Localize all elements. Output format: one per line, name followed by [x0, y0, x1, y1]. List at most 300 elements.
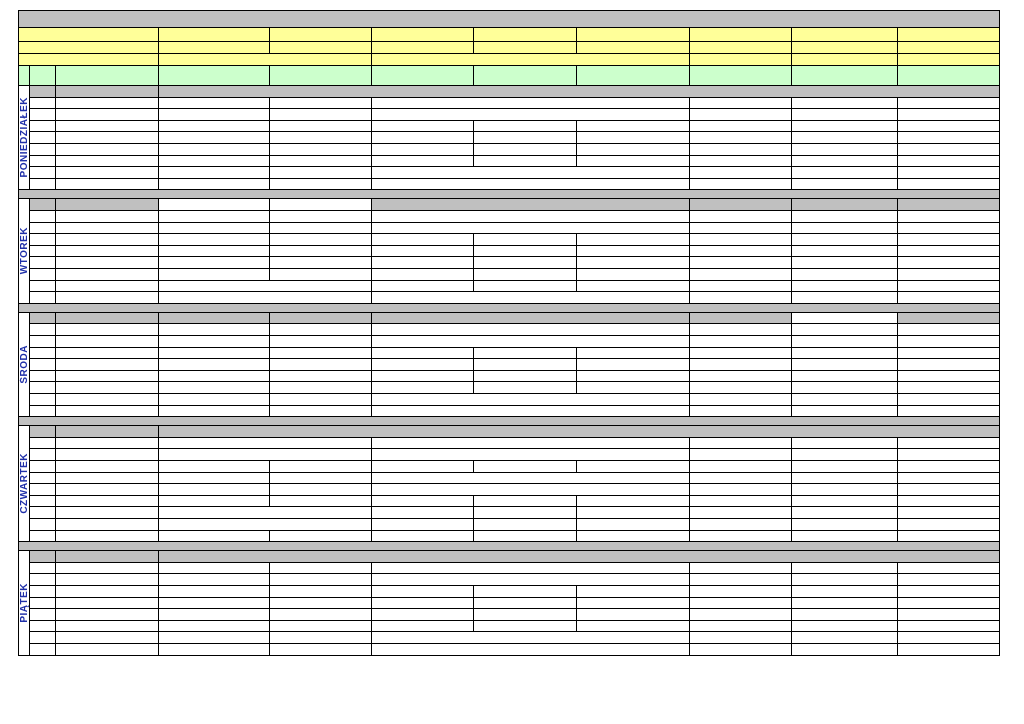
subject-cell [270, 144, 372, 156]
subject-cell [792, 496, 898, 508]
leading-language [898, 42, 1000, 54]
lesson-time [56, 199, 159, 211]
subject-cell [898, 461, 1000, 473]
lesson-time [56, 449, 159, 461]
leading-language [159, 42, 270, 54]
subject-cell [690, 449, 792, 461]
leading-language [474, 42, 577, 54]
lesson-number [30, 199, 56, 211]
subject-cell [159, 632, 270, 644]
subject-cell [474, 269, 577, 281]
subject-cell [577, 371, 690, 383]
subject-cell [577, 586, 690, 598]
subject-cell [792, 156, 898, 168]
subject-cell [159, 496, 270, 508]
subject-cell [159, 507, 372, 519]
subject-cell [159, 382, 270, 394]
subject-cell [690, 348, 792, 360]
subject-cell [372, 109, 690, 121]
lesson-time [56, 246, 159, 258]
subject-cell [577, 269, 690, 281]
subject-cell [270, 324, 372, 336]
subject-cell [792, 609, 898, 621]
subject-cell [792, 132, 898, 144]
subject-cell [270, 269, 372, 281]
class-header [898, 66, 1000, 86]
subject-cell [792, 484, 898, 496]
hours-header [56, 66, 159, 86]
day-label: ŚRODA [18, 345, 30, 384]
subject-cell [792, 563, 898, 575]
subject-cell [690, 644, 792, 656]
subject-cell [474, 382, 577, 394]
subject-cell [577, 281, 690, 293]
subject-cell [270, 179, 372, 191]
subject-cell [159, 199, 270, 211]
subject-cell [898, 98, 1000, 110]
class-header [577, 66, 690, 86]
subject-cell [690, 359, 792, 371]
subject-cell [898, 324, 1000, 336]
subject-cell [159, 359, 270, 371]
subject-cell [474, 609, 577, 621]
subject-cell [898, 531, 1000, 543]
subject-cell [159, 132, 270, 144]
subject-cell [792, 394, 898, 406]
lesson-number [30, 598, 56, 610]
subject-cell [690, 598, 792, 610]
lesson-time [56, 507, 159, 519]
day-name [18, 426, 30, 542]
homeroom-teacher [372, 28, 474, 42]
subject-cell [159, 313, 270, 325]
subject-cell [898, 223, 1000, 235]
subject-cell [474, 348, 577, 360]
subject-cell [792, 313, 898, 325]
homeroom-teacher [792, 28, 898, 42]
lesson-number [30, 473, 56, 485]
lesson-number [30, 406, 56, 418]
homeroom-label [18, 28, 159, 42]
day-name [18, 551, 30, 655]
lesson-number [30, 234, 56, 246]
subject-cell [690, 223, 792, 235]
lesson-number [30, 449, 56, 461]
subject-cell [270, 598, 372, 610]
homeroom-teacher [474, 28, 577, 42]
lesson-time [56, 484, 159, 496]
subject-cell [898, 109, 1000, 121]
lesson-time [56, 406, 159, 418]
subject-cell [898, 234, 1000, 246]
subject-cell [372, 563, 690, 575]
subject-cell [577, 496, 690, 508]
subject-cell [577, 507, 690, 519]
lesson-time [56, 313, 159, 325]
subject-cell [270, 121, 372, 133]
subject-cell [372, 234, 474, 246]
subject-cell [372, 519, 474, 531]
subject-cell [690, 406, 792, 418]
subject-cell [898, 438, 1000, 450]
subject-cell [474, 531, 577, 543]
second-language [898, 54, 1000, 66]
subject-cell [474, 461, 577, 473]
lesson-time [56, 382, 159, 394]
lesson-time [56, 292, 159, 304]
subject-cell [898, 336, 1000, 348]
subject-cell [898, 121, 1000, 133]
subject-cell [792, 144, 898, 156]
day-label: PIĄTEK [18, 583, 30, 623]
subject-cell [792, 644, 898, 656]
subject-cell [690, 632, 792, 644]
subject-cell [372, 586, 474, 598]
homeroom-teacher [577, 28, 690, 42]
subject-cell [690, 179, 792, 191]
subject-cell [898, 292, 1000, 304]
second-language [690, 54, 792, 66]
class-header [474, 66, 577, 86]
lesson-number [30, 507, 56, 519]
subject-cell [474, 144, 577, 156]
subject-cell [690, 121, 792, 133]
subject-cell [577, 156, 690, 168]
lesson-time [56, 644, 159, 656]
subject-cell [792, 598, 898, 610]
subject-cell [159, 336, 270, 348]
leading-language [372, 42, 474, 54]
subject-cell [792, 98, 898, 110]
subject-cell [792, 223, 898, 235]
subject-cell [372, 223, 690, 235]
second-language [792, 54, 898, 66]
subject-cell [159, 211, 270, 223]
subject-cell [898, 359, 1000, 371]
lesson-time [56, 156, 159, 168]
subject-cell [159, 449, 372, 461]
subject-cell [159, 644, 270, 656]
subject-cell [372, 496, 474, 508]
subject-cell [372, 438, 690, 450]
subject-cell [159, 598, 270, 610]
subject-cell [898, 167, 1000, 179]
subject-cell [159, 269, 270, 281]
lesson-number [30, 371, 56, 383]
subject-cell [898, 211, 1000, 223]
subject-cell [792, 269, 898, 281]
subject-cell [372, 156, 474, 168]
lesson-number [30, 292, 56, 304]
subject-cell [690, 257, 792, 269]
subject-cell [372, 621, 474, 633]
subject-cell [159, 609, 270, 621]
subject-cell [690, 531, 792, 543]
subject-cell [690, 496, 792, 508]
class-header [690, 66, 792, 86]
subject-cell [792, 574, 898, 586]
subject-cell [792, 586, 898, 598]
subject-cell [270, 313, 372, 325]
subject-cell [690, 394, 792, 406]
subject-cell [474, 519, 577, 531]
subject-cell [898, 199, 1000, 211]
homeroom-teacher [270, 28, 372, 42]
lesson-number [30, 121, 56, 133]
subject-cell [690, 109, 792, 121]
subject-cell [898, 507, 1000, 519]
lesson-time [56, 324, 159, 336]
subject-cell [792, 246, 898, 258]
subject-cell [690, 269, 792, 281]
empty-row [159, 426, 1000, 438]
subject-cell [372, 609, 474, 621]
subject-cell [690, 292, 792, 304]
lesson-number [30, 257, 56, 269]
day-name [18, 86, 30, 190]
lesson-number [30, 609, 56, 621]
subject-cell [792, 292, 898, 304]
lesson-number [30, 461, 56, 473]
subject-cell [372, 324, 690, 336]
subject-cell [159, 461, 270, 473]
subject-cell [372, 281, 474, 293]
subject-cell [372, 449, 690, 461]
lesson-number [30, 382, 56, 394]
subject-cell [792, 324, 898, 336]
subject-cell [792, 257, 898, 269]
subject-cell [898, 473, 1000, 485]
subject-cell [690, 246, 792, 258]
subject-cell [792, 179, 898, 191]
lesson-time [56, 461, 159, 473]
subject-cell [792, 382, 898, 394]
subject-cell [690, 473, 792, 485]
day-label: PONIEDZIAŁEK [18, 97, 30, 178]
lesson-number [30, 179, 56, 191]
lesson-number [30, 348, 56, 360]
subject-cell [690, 281, 792, 293]
class-header [792, 66, 898, 86]
subject-cell [474, 156, 577, 168]
subject-cell [898, 269, 1000, 281]
subject-cell [159, 621, 270, 633]
subject-cell [159, 167, 270, 179]
subject-cell [577, 359, 690, 371]
subject-cell [372, 179, 690, 191]
subject-cell [372, 257, 474, 269]
subject-cell [270, 496, 372, 508]
subject-cell [690, 234, 792, 246]
subject-cell [474, 234, 577, 246]
subject-cell [898, 609, 1000, 621]
subject-cell [577, 382, 690, 394]
day-label: WTOREK [18, 227, 30, 275]
lesson-number [30, 484, 56, 496]
subject-cell [898, 348, 1000, 360]
subject-cell [372, 359, 474, 371]
subject-cell [474, 371, 577, 383]
subject-cell [690, 199, 792, 211]
subject-cell [792, 281, 898, 293]
subject-cell [270, 98, 372, 110]
lesson-time [56, 144, 159, 156]
subject-cell [690, 574, 792, 586]
subject-cell [898, 246, 1000, 258]
leading-language [792, 42, 898, 54]
subject-cell [159, 257, 270, 269]
lesson-time [56, 167, 159, 179]
subject-cell [792, 473, 898, 485]
lesson-time [56, 609, 159, 621]
subject-cell [898, 563, 1000, 575]
second-language-label [18, 54, 159, 66]
subject-cell [159, 292, 372, 304]
subject-cell [898, 179, 1000, 191]
subject-cell [690, 313, 792, 325]
lesson-number [30, 394, 56, 406]
lesson-number [30, 167, 56, 179]
subject-cell [372, 98, 690, 110]
subject-cell [474, 598, 577, 610]
subject-cell [270, 531, 372, 543]
subject-cell [577, 609, 690, 621]
subject-cell [690, 156, 792, 168]
subject-cell [898, 586, 1000, 598]
subject-cell [792, 632, 898, 644]
subject-cell [159, 473, 270, 485]
subject-cell [792, 211, 898, 223]
lesson-number [30, 132, 56, 144]
lesson-time [56, 86, 159, 98]
lesson-number [30, 86, 56, 98]
subject-cell [898, 598, 1000, 610]
day-separator [18, 417, 1000, 426]
subject-cell [372, 574, 690, 586]
subject-cell [474, 121, 577, 133]
lesson-time [56, 551, 159, 563]
subject-cell [690, 507, 792, 519]
subject-cell [577, 621, 690, 633]
subject-cell [159, 586, 270, 598]
subject-cell [270, 563, 372, 575]
subject-cell [792, 199, 898, 211]
subject-cell [792, 121, 898, 133]
lesson-number [30, 519, 56, 531]
subject-cell [372, 132, 474, 144]
subject-cell [898, 406, 1000, 418]
subject-cell [474, 621, 577, 633]
subject-cell [898, 313, 1000, 325]
subject-cell [372, 348, 474, 360]
day-separator [18, 542, 1000, 551]
lesson-time [56, 519, 159, 531]
subject-cell [372, 121, 474, 133]
subject-cell [898, 281, 1000, 293]
subject-cell [270, 199, 372, 211]
subject-cell [372, 292, 690, 304]
subject-cell [270, 406, 372, 418]
lesson-number [30, 281, 56, 293]
lesson-number [30, 496, 56, 508]
lesson-number [30, 574, 56, 586]
subject-cell [577, 121, 690, 133]
subject-cell [690, 609, 792, 621]
subject-cell [898, 156, 1000, 168]
lesson-time [56, 179, 159, 191]
subject-cell [898, 574, 1000, 586]
subject-cell [577, 132, 690, 144]
subject-cell [372, 394, 690, 406]
subject-cell [898, 144, 1000, 156]
subject-cell [159, 109, 270, 121]
subject-cell [792, 507, 898, 519]
lesson-time [56, 211, 159, 223]
subject-cell [372, 336, 690, 348]
subject-cell [372, 167, 690, 179]
subject-cell [270, 394, 372, 406]
subject-cell [270, 609, 372, 621]
subject-cell [270, 223, 372, 235]
subject-cell [159, 246, 270, 258]
subject-cell [690, 98, 792, 110]
subject-cell [159, 281, 372, 293]
subject-cell [270, 574, 372, 586]
subject-cell [474, 507, 577, 519]
lesson-time [56, 531, 159, 543]
homeroom-teacher [159, 28, 270, 42]
subject-cell [898, 621, 1000, 633]
lesson-number [30, 109, 56, 121]
subject-cell [690, 336, 792, 348]
subject-cell [898, 644, 1000, 656]
lesson-number [30, 426, 56, 438]
subject-cell [372, 484, 690, 496]
subject-cell [372, 144, 474, 156]
subject-cell [690, 563, 792, 575]
subject-cell [792, 234, 898, 246]
subject-cell [898, 519, 1000, 531]
subject-cell [372, 211, 690, 223]
subject-cell [474, 359, 577, 371]
lesson-time [56, 394, 159, 406]
lesson-time [56, 257, 159, 269]
leading-language [690, 42, 792, 54]
subject-cell [792, 359, 898, 371]
subject-cell [898, 132, 1000, 144]
lesson-number [30, 98, 56, 110]
lesson-time [56, 598, 159, 610]
subject-cell [577, 257, 690, 269]
lesson-number [30, 211, 56, 223]
subject-cell [159, 394, 270, 406]
homeroom-teacher [690, 28, 792, 42]
subject-cell [577, 461, 690, 473]
subject-cell [270, 167, 372, 179]
class-header [270, 66, 372, 86]
lesson-time [56, 563, 159, 575]
lesson-time [56, 426, 159, 438]
subject-cell [270, 359, 372, 371]
empty-row [159, 551, 1000, 563]
subject-cell [159, 179, 270, 191]
subject-cell [792, 109, 898, 121]
subject-cell [898, 496, 1000, 508]
homeroom-teacher [898, 28, 1000, 42]
subject-cell [372, 632, 690, 644]
subject-cell [474, 586, 577, 598]
lesson-time [56, 269, 159, 281]
